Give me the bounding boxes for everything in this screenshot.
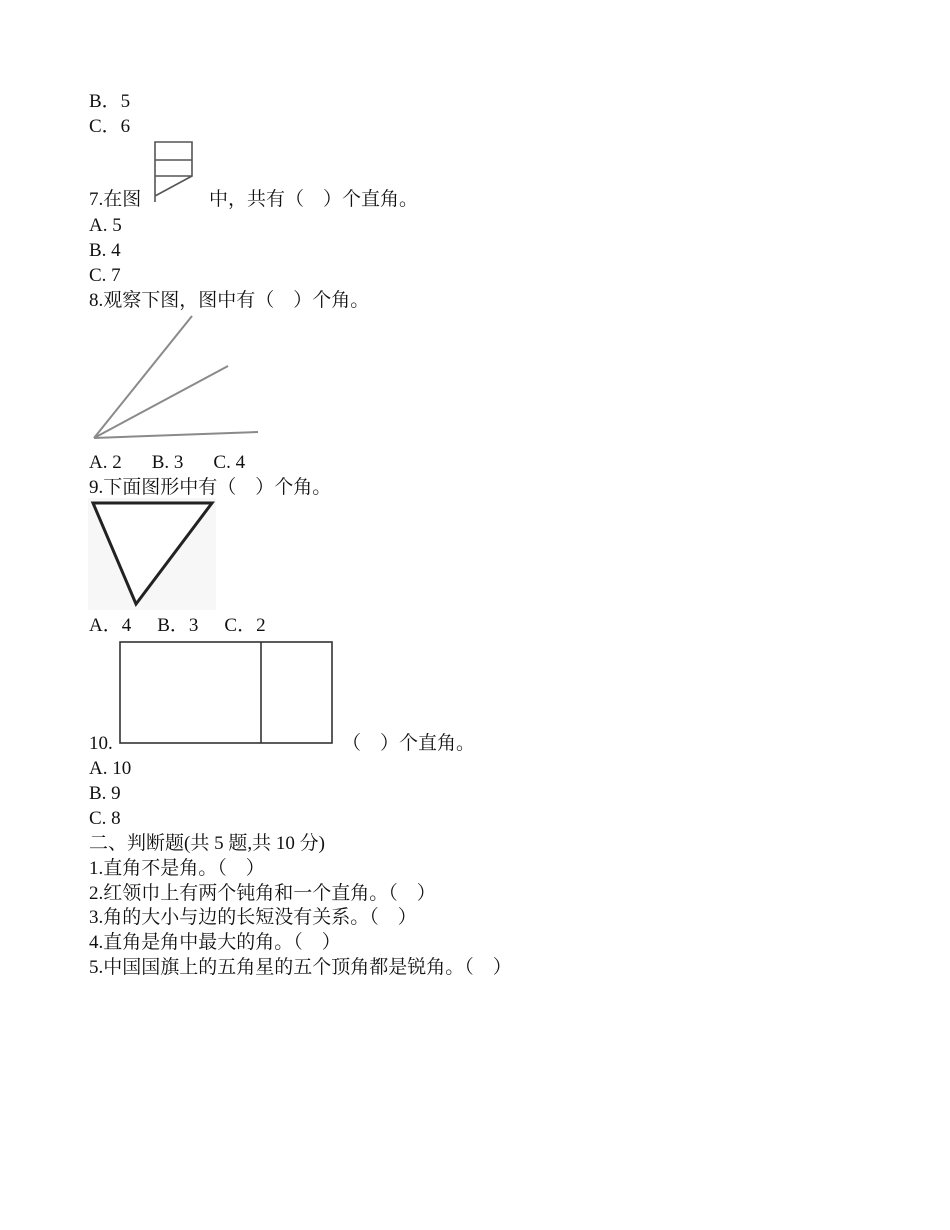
tf-item-1: 1.直角不是角。（ ） (89, 858, 265, 879)
q7-option-b: B. 4 (89, 240, 121, 261)
q8-options (89, 450, 245, 475)
q10-stem-suffix: （ ）个直角。 (342, 733, 476, 754)
q9-option-c: C．2 (224, 615, 266, 636)
q7-option-a: A. 5 (89, 215, 122, 236)
q10-stem-prefix: 10. (89, 733, 113, 754)
q9-option-b: B．3 (157, 615, 199, 636)
q8-option-b: B. 3 (151, 452, 184, 473)
q7-stem-prefix: 7.在图 (89, 189, 142, 210)
q9-figure (88, 498, 216, 610)
tf-item-4: 4.直角是角中最大的角。（ ） (89, 932, 341, 953)
q8-figure (88, 312, 263, 444)
tf-item-2: 2.红领巾上有两个钝角和一个直角。（ ） (89, 883, 436, 904)
tf-item-3: 3.角的大小与边的长短没有关系。（ ） (89, 907, 417, 928)
q7-option-c: C. 7 (89, 265, 121, 286)
q9-options (89, 613, 266, 638)
q8-option-a: A. 2 (89, 452, 122, 473)
section2-heading: 二、判断题(共 5 题,共 10 分) (89, 833, 325, 854)
q7-stem-suffix: 中，共有（ ）个直角。 (209, 189, 419, 210)
q6-option-b: B．5 (89, 91, 131, 112)
tf-item-5: 5.中国国旗上的五角星的五个顶角都是锐角。（ ） (89, 957, 512, 978)
q10-figure (118, 640, 334, 746)
q8-option-c: C. 4 (213, 452, 246, 473)
q10-option-a: A. 10 (89, 758, 132, 779)
q7-figure (150, 140, 196, 208)
q6-option-c: C．6 (89, 116, 131, 137)
q9-stem: 9.下面图形中有（ ）个角。 (89, 477, 332, 498)
q10-option-b: B. 9 (89, 783, 121, 804)
q8-stem: 8.观察下图，图中有（ ）个角。 (89, 290, 370, 311)
q10-option-c: C. 8 (89, 808, 121, 829)
q9-option-a: A．4 (89, 615, 132, 636)
